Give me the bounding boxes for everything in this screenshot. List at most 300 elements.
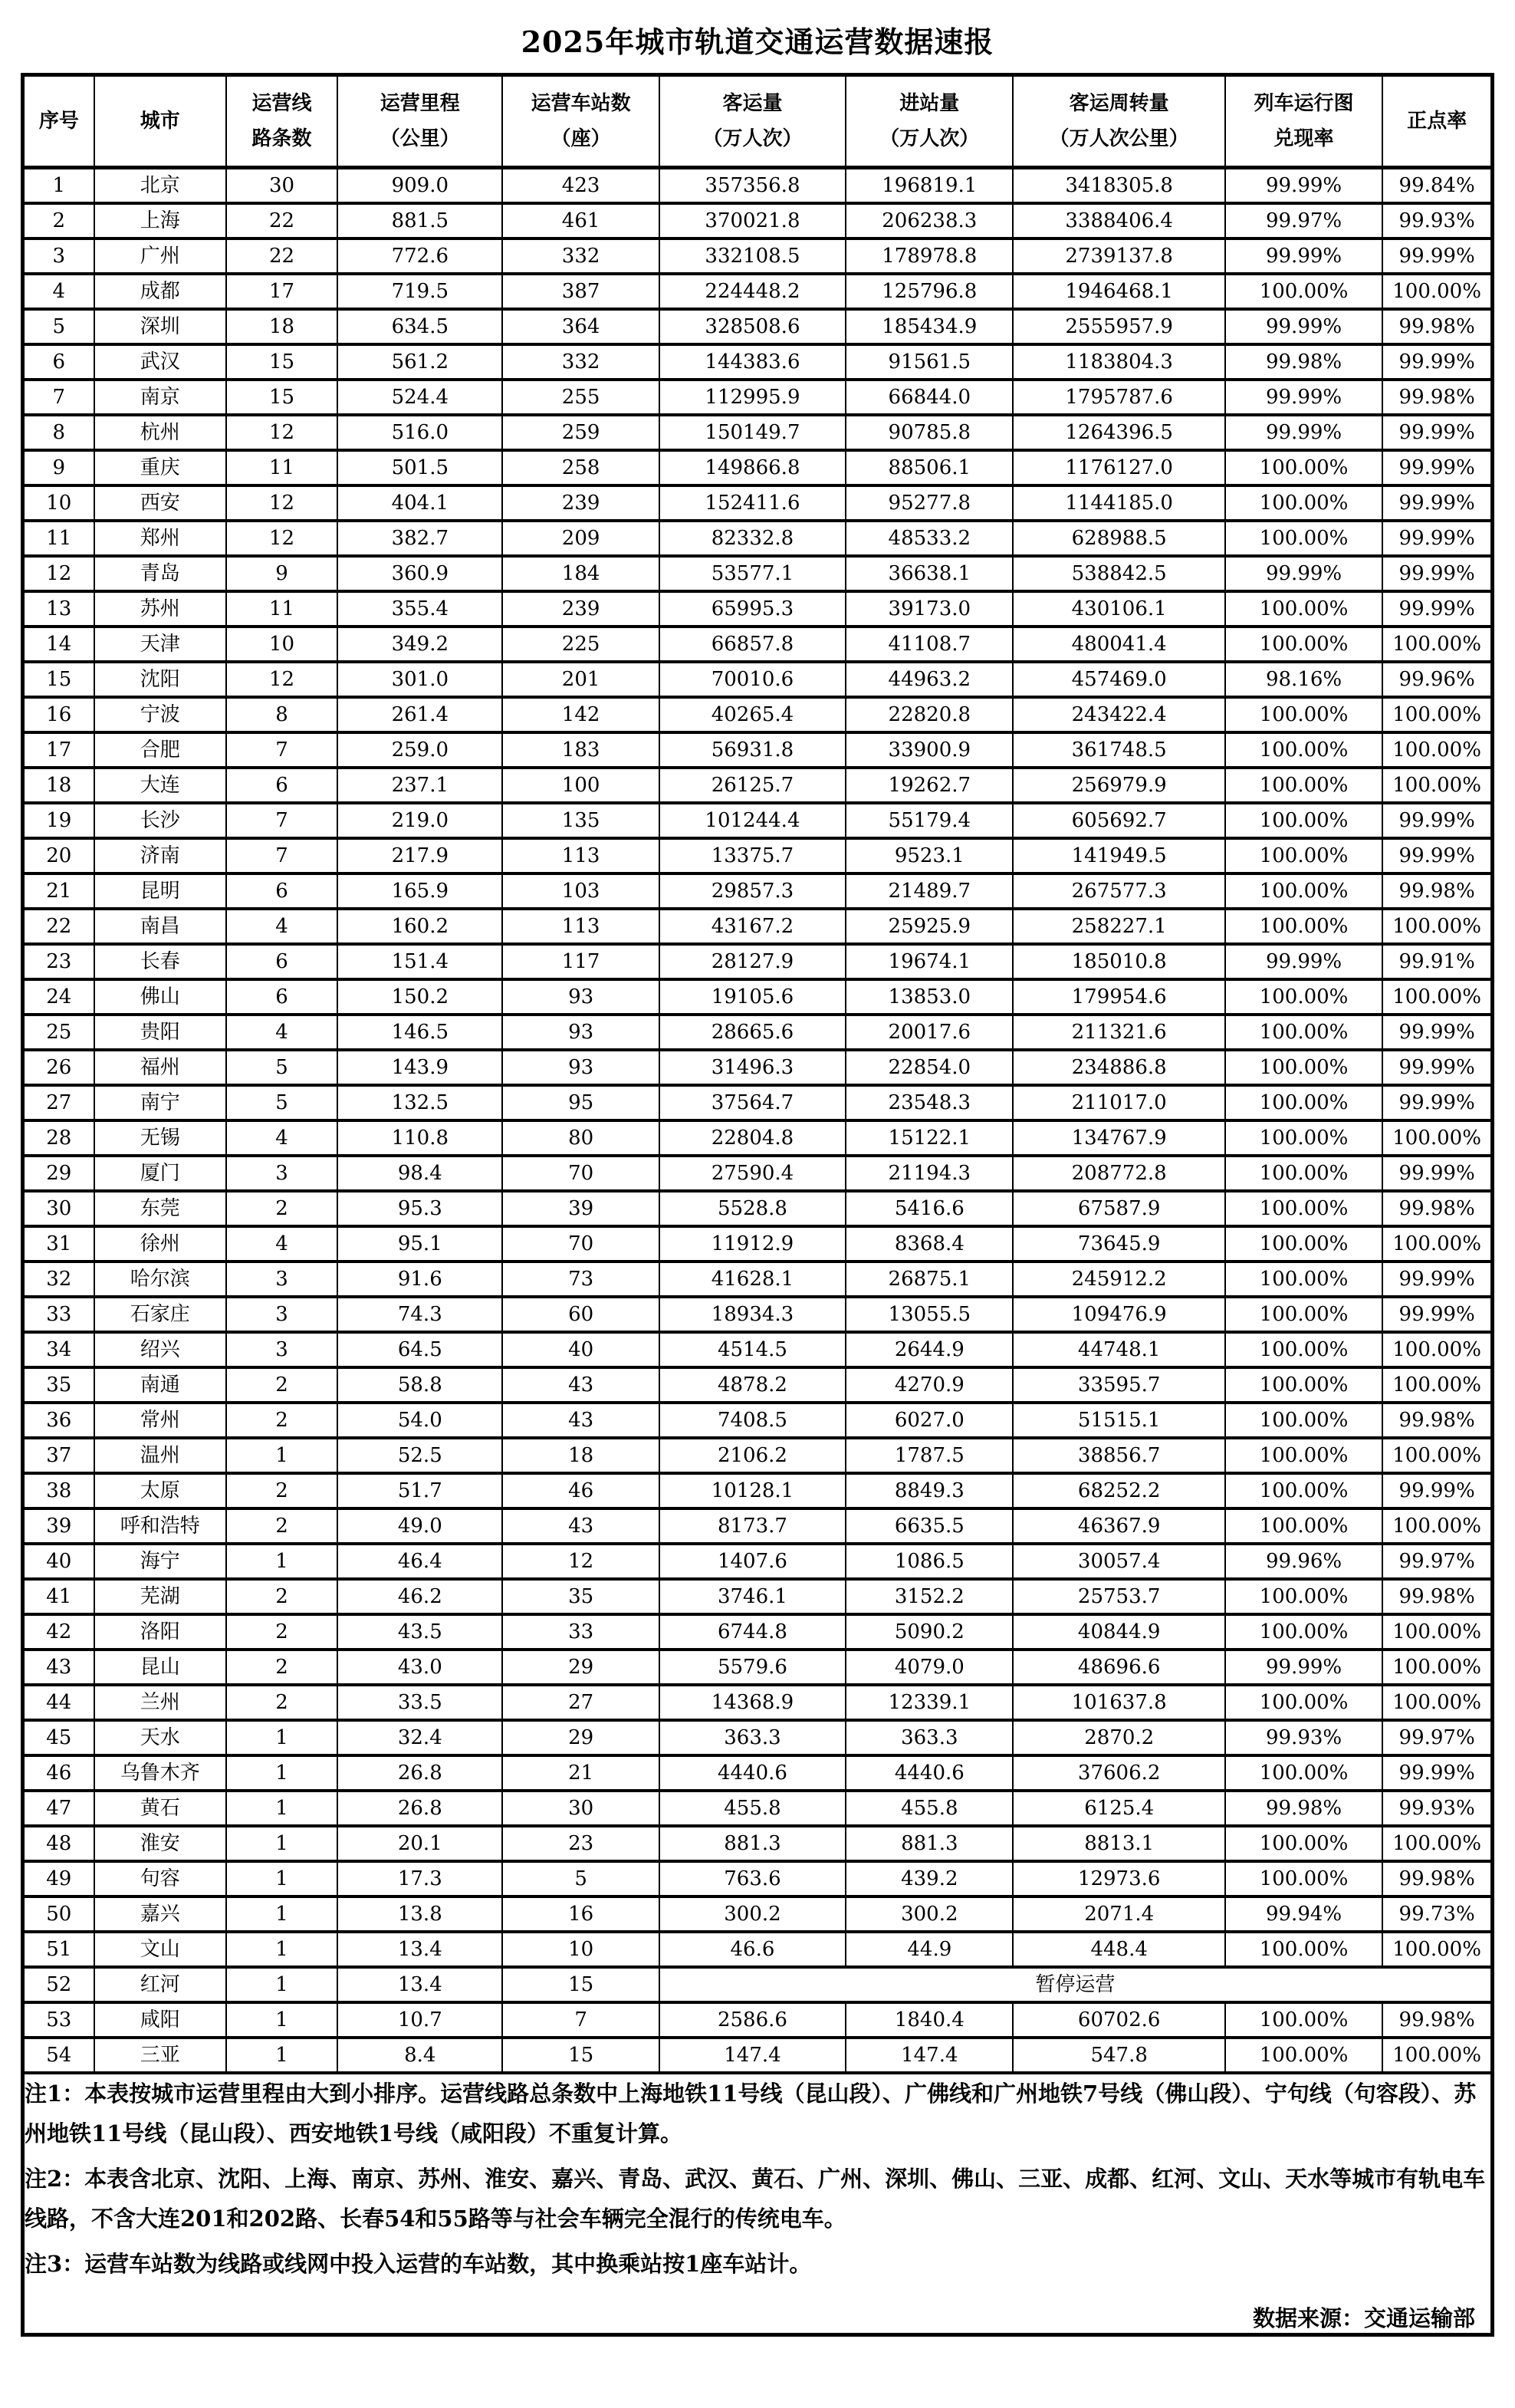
- table-cell: 19: [23, 803, 94, 838]
- table-cell: 10: [23, 485, 94, 521]
- table-cell: 99.99%: [1225, 168, 1382, 204]
- table-cell: 无锡: [94, 1120, 226, 1156]
- table-cell: 25753.7: [1013, 1579, 1224, 1614]
- table-cell: 99.99%: [1382, 838, 1492, 873]
- table-cell: 36638.1: [846, 556, 1013, 591]
- table-cell: 881.5: [337, 203, 502, 238]
- table-cell: 103: [502, 873, 659, 909]
- table-cell: 99.96%: [1225, 1544, 1382, 1579]
- table-row: [23, 415, 1493, 450]
- table-cell: 112995.9: [659, 380, 846, 415]
- table-cell: 1: [226, 1896, 337, 1932]
- table-cell: 4440.6: [846, 1755, 1013, 1791]
- table-cell: 26.8: [337, 1791, 502, 1826]
- note-3: 注3：运营车站数为线路或线网中投入运营的车站数，其中换乘站按1座车站计。: [25, 2251, 812, 2278]
- table-cell: 28127.9: [659, 944, 846, 979]
- table-cell: 99.99%: [1382, 485, 1492, 521]
- table-cell: 4514.5: [659, 1332, 846, 1367]
- table-cell: 17: [23, 732, 94, 768]
- table-row: [23, 1614, 1493, 1650]
- notes-section: [23, 2073, 1493, 2335]
- table-cell: 1086.5: [846, 1544, 1013, 1579]
- table-cell: 634.5: [337, 309, 502, 344]
- table-cell: 423: [502, 168, 659, 204]
- table-cell: 天水: [94, 1720, 226, 1755]
- table-cell: 881.3: [846, 1826, 1013, 1861]
- table-cell: 99.99%: [1225, 556, 1382, 591]
- table-cell: 8: [23, 415, 94, 450]
- table-cell: 100.00%: [1382, 1367, 1492, 1403]
- table-row: [23, 944, 1493, 979]
- table-cell: 150.2: [337, 979, 502, 1015]
- table-cell: 31496.3: [659, 1050, 846, 1085]
- table-cell: 4: [23, 274, 94, 309]
- table-cell: 99.94%: [1225, 1896, 1382, 1932]
- table-cell: 100.00%: [1225, 1614, 1382, 1650]
- table-cell: 538842.5: [1013, 556, 1224, 591]
- table-cell: 99.97%: [1382, 1720, 1492, 1755]
- table-cell: 11912.9: [659, 1226, 846, 1262]
- table-cell: 100.00%: [1382, 1332, 1492, 1367]
- table-cell: 西安: [94, 485, 226, 521]
- table-cell: 147.4: [846, 2038, 1013, 2073]
- table-cell: 5: [226, 1050, 337, 1085]
- table-cell: 99.99%: [1382, 344, 1492, 380]
- table-row: [23, 380, 1493, 415]
- table-cell: 196819.1: [846, 168, 1013, 204]
- table-cell: 100.00%: [1382, 1650, 1492, 1685]
- table-cell: 100.00%: [1225, 697, 1382, 732]
- table-row: [23, 1015, 1493, 1050]
- table-cell: 100.00%: [1225, 1508, 1382, 1544]
- table-cell: 48696.6: [1013, 1650, 1224, 1685]
- table-cell: 99.99%: [1382, 1262, 1492, 1297]
- table-cell: 99.97%: [1225, 203, 1382, 238]
- table-cell: 881.3: [659, 1826, 846, 1861]
- table-cell: 100.00%: [1225, 1367, 1382, 1403]
- table-cell: 99.98%: [1382, 1861, 1492, 1896]
- table-row: [23, 1085, 1493, 1120]
- table-cell: 7: [226, 732, 337, 768]
- table-cell: 332: [502, 344, 659, 380]
- table-cell: 41: [23, 1579, 94, 1614]
- table-cell: 5: [23, 309, 94, 344]
- table-cell: 160.2: [337, 909, 502, 944]
- table-cell: 211017.0: [1013, 1085, 1224, 1120]
- table-cell: 9523.1: [846, 838, 1013, 873]
- table-cell: 33: [502, 1614, 659, 1650]
- table-cell: 99.98%: [1382, 309, 1492, 344]
- table-cell: 6: [226, 979, 337, 1015]
- table-cell: 355.4: [337, 591, 502, 627]
- table-cell: 439.2: [846, 1861, 1013, 1896]
- table-cell: 239: [502, 485, 659, 521]
- table-cell: 99.84%: [1382, 168, 1492, 204]
- table-cell: 3: [226, 1156, 337, 1191]
- table-cell: 12: [502, 1544, 659, 1579]
- page-title: 2025年城市轨道交通运营数据速报: [521, 25, 994, 59]
- table-cell: 73645.9: [1013, 1226, 1224, 1262]
- table-cell: 98.16%: [1225, 662, 1382, 697]
- table-cell: 18934.3: [659, 1297, 846, 1332]
- table-row: [23, 1896, 1493, 1932]
- table-cell: 昆山: [94, 1650, 226, 1685]
- table-row: [23, 1050, 1493, 1085]
- table-cell: 2: [226, 1650, 337, 1685]
- table-cell: 福州: [94, 1050, 226, 1085]
- table-cell: 100.00%: [1225, 450, 1382, 485]
- table-cell: 2: [226, 1367, 337, 1403]
- table-cell: 5579.6: [659, 1650, 846, 1685]
- table-cell: 15: [502, 2038, 659, 2073]
- table-cell: 13.4: [337, 1932, 502, 1967]
- table-cell: 1: [226, 1438, 337, 1473]
- table-cell: 南昌: [94, 909, 226, 944]
- table-cell: 100.00%: [1225, 979, 1382, 1015]
- table-cell: 357356.8: [659, 168, 846, 204]
- table-cell: 石家庄: [94, 1297, 226, 1332]
- table-cell: 95277.8: [846, 485, 1013, 521]
- table-cell: 41108.7: [846, 627, 1013, 662]
- table-cell: 重庆: [94, 450, 226, 485]
- table-cell: 2: [226, 1508, 337, 1544]
- table-cell: 20: [23, 838, 94, 873]
- table-cell: 11: [23, 521, 94, 556]
- table-cell: 100.00%: [1225, 2002, 1382, 2038]
- table-cell: 100.00%: [1225, 768, 1382, 803]
- table-cell: 句容: [94, 1861, 226, 1896]
- table-cell: 259.0: [337, 732, 502, 768]
- table-cell: 100.00%: [1225, 1156, 1382, 1191]
- table-cell: 99.99%: [1382, 591, 1492, 627]
- col-index: 序号: [23, 75, 94, 168]
- table-cell: 2870.2: [1013, 1720, 1224, 1755]
- table-cell: 100.00%: [1225, 627, 1382, 662]
- table-cell: 52: [23, 1967, 94, 2002]
- table-row: [23, 1755, 1493, 1791]
- table-cell: 100.00%: [1382, 274, 1492, 309]
- table-cell: 1: [226, 2038, 337, 2073]
- table-cell: 55179.4: [846, 803, 1013, 838]
- table-row: [23, 909, 1493, 944]
- table-cell: 47: [23, 1791, 94, 1826]
- table-cell: 113: [502, 909, 659, 944]
- table-cell: 201: [502, 662, 659, 697]
- table-cell: 258227.1: [1013, 909, 1224, 944]
- table-cell: 48533.2: [846, 521, 1013, 556]
- table-cell: 34: [23, 1332, 94, 1367]
- table-cell: 6027.0: [846, 1403, 1013, 1438]
- table-cell: 772.6: [337, 238, 502, 274]
- table-cell: 516.0: [337, 415, 502, 450]
- table-cell: 4440.6: [659, 1755, 846, 1791]
- table-cell: 8368.4: [846, 1226, 1013, 1262]
- table-cell: 99.99%: [1382, 1085, 1492, 1120]
- table-cell: 66857.8: [659, 627, 846, 662]
- table-cell: 6: [226, 873, 337, 909]
- table-row: [23, 1297, 1493, 1332]
- table-cell: 2106.2: [659, 1438, 846, 1473]
- table-cell: 杭州: [94, 415, 226, 450]
- table-cell: 99.98%: [1382, 1579, 1492, 1614]
- table-row: [23, 2038, 1493, 2073]
- table-cell: 7: [502, 2002, 659, 2038]
- table-cell: 21194.3: [846, 1156, 1013, 1191]
- table-cell: 82332.8: [659, 521, 846, 556]
- table-cell: 100.00%: [1225, 1226, 1382, 1262]
- table-cell: 广州: [94, 238, 226, 274]
- table-cell: 2: [226, 1685, 337, 1720]
- table-cell: 21: [502, 1755, 659, 1791]
- table-cell: 184: [502, 556, 659, 591]
- table-cell: 100.00%: [1382, 909, 1492, 944]
- table-cell: 239: [502, 591, 659, 627]
- table-cell: 93: [502, 1050, 659, 1085]
- table-row: [23, 1720, 1493, 1755]
- table-cell: 53577.1: [659, 556, 846, 591]
- table-cell: 29: [23, 1156, 94, 1191]
- table-cell: 332: [502, 238, 659, 274]
- table-cell: 北京: [94, 168, 226, 204]
- table-cell: 哈尔滨: [94, 1262, 226, 1297]
- table-row: [23, 1226, 1493, 1262]
- table-cell: 1264396.5: [1013, 415, 1224, 450]
- table-cell: 10: [226, 627, 337, 662]
- table-cell: 100.00%: [1382, 627, 1492, 662]
- table-cell: 100.00%: [1225, 521, 1382, 556]
- table-cell: 39173.0: [846, 591, 1013, 627]
- table-cell: 80: [502, 1120, 659, 1156]
- table-cell: 100.00%: [1225, 1191, 1382, 1226]
- table-cell: 2555957.9: [1013, 309, 1224, 344]
- table-cell: 65995.3: [659, 591, 846, 627]
- note-1: 注1：本表按城市运营里程由大到小排序。运营线路总条数中上海地铁11号线（昆山段）、广佛线和广州地铁7号线（佛山段）、宁句线（句容段）、苏州地铁11号线（昆山段）、西安地铁1号线（咸阳段）不重复计算。: [25, 2081, 1477, 2146]
- table-cell: 206238.3: [846, 203, 1013, 238]
- table-cell: 99.99%: [1382, 803, 1492, 838]
- table-cell: 8813.1: [1013, 1826, 1224, 1861]
- table-cell: 1787.5: [846, 1438, 1013, 1473]
- table-cell: 15: [226, 344, 337, 380]
- table-cell: 41628.1: [659, 1262, 846, 1297]
- table-cell: 12: [226, 521, 337, 556]
- table-cell: 长沙: [94, 803, 226, 838]
- table-cell: 43167.2: [659, 909, 846, 944]
- table-cell: 芜湖: [94, 1579, 226, 1614]
- table-cell: 328508.6: [659, 309, 846, 344]
- table-cell: 22: [226, 238, 337, 274]
- table-cell: 134767.9: [1013, 1120, 1224, 1156]
- table-cell: 99.99%: [1382, 556, 1492, 591]
- table-cell: 13375.7: [659, 838, 846, 873]
- table-cell: 10128.1: [659, 1473, 846, 1508]
- table-cell: 256979.9: [1013, 768, 1224, 803]
- table-cell: 3: [226, 1262, 337, 1297]
- table-cell: 95: [502, 1085, 659, 1120]
- table-cell: 457469.0: [1013, 662, 1224, 697]
- table-cell: 99.99%: [1382, 415, 1492, 450]
- table-cell: 大连: [94, 768, 226, 803]
- table-cell: 1: [226, 1932, 337, 1967]
- table-cell: 4: [226, 1226, 337, 1262]
- table-cell: 22: [23, 909, 94, 944]
- table-cell: 74.3: [337, 1297, 502, 1332]
- table-cell: 363.3: [659, 1720, 846, 1755]
- table-cell: 40844.9: [1013, 1614, 1224, 1650]
- table-cell: 13: [23, 591, 94, 627]
- table-cell: 27: [23, 1085, 94, 1120]
- table-cell: 100.00%: [1225, 1861, 1382, 1896]
- table-cell: 13.4: [337, 1967, 502, 2002]
- table-cell: 上海: [94, 203, 226, 238]
- table-cell: 99.98%: [1382, 380, 1492, 415]
- table-cell: 99.98%: [1382, 1403, 1492, 1438]
- table-cell: 547.8: [1013, 2038, 1224, 2073]
- table-cell: 60702.6: [1013, 2002, 1224, 2038]
- table-cell: 18: [502, 1438, 659, 1473]
- table-cell: 225: [502, 627, 659, 662]
- table-cell: 100.00%: [1382, 1226, 1492, 1262]
- table-cell: 30: [502, 1791, 659, 1826]
- table-cell: 217.9: [337, 838, 502, 873]
- table-cell: 363.3: [846, 1720, 1013, 1755]
- table-cell: 1: [226, 1826, 337, 1861]
- table-cell: 2586.6: [659, 2002, 846, 2038]
- table-cell: 100.00%: [1225, 2038, 1382, 2073]
- table-cell: 95.3: [337, 1191, 502, 1226]
- table-row: [23, 732, 1493, 768]
- table-cell: 99.99%: [1382, 1050, 1492, 1085]
- table-cell: 33.5: [337, 1685, 502, 1720]
- table-cell: 455.8: [659, 1791, 846, 1826]
- table-cell: 99.99%: [1225, 309, 1382, 344]
- table-cell: 258: [502, 450, 659, 485]
- table-cell: 16: [23, 697, 94, 732]
- table-cell: 15122.1: [846, 1120, 1013, 1156]
- table-cell: 1: [226, 1720, 337, 1755]
- table-row: [23, 591, 1493, 627]
- table-cell: 99.99%: [1225, 238, 1382, 274]
- table-row: [23, 838, 1493, 873]
- table-cell: 32.4: [337, 1720, 502, 1755]
- table-row: [23, 1156, 1493, 1191]
- table-cell: 6744.8: [659, 1614, 846, 1650]
- table-cell: 9: [23, 450, 94, 485]
- table-cell: 7408.5: [659, 1403, 846, 1438]
- table-cell: 54.0: [337, 1403, 502, 1438]
- table-cell: 昆明: [94, 873, 226, 909]
- table-cell: 2: [226, 1614, 337, 1650]
- table-cell: 224448.2: [659, 274, 846, 309]
- table-cell: 50: [23, 1896, 94, 1932]
- table-row: [23, 1650, 1493, 1685]
- table-cell: 9: [226, 556, 337, 591]
- table-cell: 100.00%: [1225, 1332, 1382, 1367]
- table-cell: 7: [23, 380, 94, 415]
- table-cell: 35: [502, 1579, 659, 1614]
- table-cell: 100.00%: [1225, 873, 1382, 909]
- table-cell: 43.0: [337, 1650, 502, 1685]
- table-cell: 徐州: [94, 1226, 226, 1262]
- table-row: [23, 979, 1493, 1015]
- table-cell: 70010.6: [659, 662, 846, 697]
- table-cell: 501.5: [337, 450, 502, 485]
- table-cell: 18: [226, 309, 337, 344]
- table-cell: 37564.7: [659, 1085, 846, 1120]
- table-cell: 42: [23, 1614, 94, 1650]
- table-row: [23, 1473, 1493, 1508]
- table-cell: 14368.9: [659, 1685, 846, 1720]
- table-cell: 27590.4: [659, 1156, 846, 1191]
- table-cell: 23: [23, 944, 94, 979]
- table-cell: 12: [226, 415, 337, 450]
- table-cell: 267577.3: [1013, 873, 1224, 909]
- table-row: [23, 1262, 1493, 1297]
- table-cell: 93: [502, 1015, 659, 1050]
- table-cell: 15: [226, 380, 337, 415]
- table-cell: 40: [23, 1544, 94, 1579]
- table-cell: 3388406.4: [1013, 203, 1224, 238]
- table-cell: 255: [502, 380, 659, 415]
- table-cell: 20017.6: [846, 1015, 1013, 1050]
- table-cell: 100.00%: [1225, 591, 1382, 627]
- table-cell: 211321.6: [1013, 1015, 1224, 1050]
- table-cell: 21: [23, 873, 94, 909]
- table-row: [23, 485, 1493, 521]
- table-row: [23, 1508, 1493, 1544]
- table-cell: 99.99%: [1382, 521, 1492, 556]
- table-cell: 2: [23, 203, 94, 238]
- table-row: [23, 697, 1493, 732]
- table-cell: 44963.2: [846, 662, 1013, 697]
- table-cell: 100.00%: [1382, 979, 1492, 1015]
- table-cell: 15: [23, 662, 94, 697]
- table-cell: 39: [23, 1508, 94, 1544]
- table-cell: 51: [23, 1932, 94, 1967]
- table-cell: 1946468.1: [1013, 274, 1224, 309]
- table-cell: 209: [502, 521, 659, 556]
- table-cell: 贵阳: [94, 1015, 226, 1050]
- table-cell: 济南: [94, 838, 226, 873]
- table-cell: 4: [226, 909, 337, 944]
- table-cell: 1176127.0: [1013, 450, 1224, 485]
- table-cell: 8: [226, 697, 337, 732]
- table-cell: 117: [502, 944, 659, 979]
- table-cell: 125796.8: [846, 274, 1013, 309]
- table-cell: 141949.5: [1013, 838, 1224, 873]
- table-cell: 261.4: [337, 697, 502, 732]
- table-cell: 404.1: [337, 485, 502, 521]
- table-cell: 146.5: [337, 1015, 502, 1050]
- table-cell: 12: [226, 485, 337, 521]
- table-cell: 21489.7: [846, 873, 1013, 909]
- table-cell: 219.0: [337, 803, 502, 838]
- table-cell: 28665.6: [659, 1015, 846, 1050]
- data-source: 数据来源：交通运输部: [1252, 2305, 1475, 2332]
- table-cell: 100.00%: [1225, 803, 1382, 838]
- table-cell: 24: [23, 979, 94, 1015]
- table-cell: 455.8: [846, 1791, 1013, 1826]
- table-row: [23, 1861, 1493, 1896]
- table-cell: 100: [502, 768, 659, 803]
- col-fulfillment-rate: 列车运行图 兑现率: [1225, 75, 1382, 168]
- table-row: [23, 521, 1493, 556]
- table-cell: 35: [23, 1367, 94, 1403]
- table-row: [23, 873, 1493, 909]
- table-cell: 6125.4: [1013, 1791, 1224, 1826]
- table-cell: 100.00%: [1225, 1685, 1382, 1720]
- table-cell: 3418305.8: [1013, 168, 1224, 204]
- table-cell: 98.4: [337, 1156, 502, 1191]
